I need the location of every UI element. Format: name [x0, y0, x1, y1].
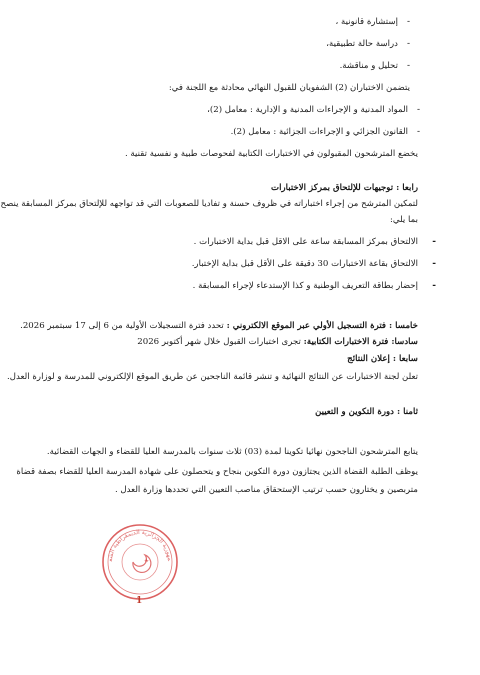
- bullet-dash: -: [416, 105, 420, 115]
- section-6: [137, 336, 418, 348]
- bullet-dash: -: [406, 17, 410, 27]
- paragraph-line: تعلن لجنة الاختبارات عن النتائج النهائية و تنشر قائمة الناجحين عن طريق الموقع الإلكتروني للمدرسة و لوزارة العدل.: [7, 372, 418, 382]
- bullet-dash: -: [416, 127, 420, 137]
- list-item: الالتحاق بقاعة الاختبارات 30 دقيقة على الأقل قبل بداية الإختبار.: [191, 259, 418, 269]
- paragraph-line: بما يلي:: [389, 215, 418, 225]
- section-label: خامسا : فترة التسجيل الأولي عبر الموقع الالكتروني :: [226, 321, 418, 331]
- list-item: إستشارة قانونية ،: [335, 17, 398, 27]
- list-item: تحليل و مناقشة.: [339, 61, 398, 71]
- section-heading: ثامنا : دورة التكوين و التعيين: [315, 407, 418, 417]
- bullet-dash: -: [406, 61, 410, 71]
- paragraph-line: يوظف الطلبة القضاة الذين يجتازون دورة التكوين بنجاح و يتحصلون على شهادة المدرسة العليا للقضاء بصفة قضاة: [16, 467, 418, 477]
- section-heading: رابعا : توجيهات للإلتحاق بمركز الاختبارات: [271, 183, 418, 193]
- list-item: القانون الجزائي و الإجراءات الجزائية : معامل (2).: [230, 127, 408, 137]
- paragraph-line: يتابع المترشحون الناجحون نهائيا تكوينا لمدة (03) ثلاث سنوات بالمدرسة العليا للقضاء و الجهات القضائية.: [46, 447, 418, 457]
- medical-note: يخضع المترشحون المقبولون في الاختبارات الكتابية لفحوصات طبية و نفسية تقنية .: [124, 149, 418, 159]
- section-text: تحدد فترة التسجيلات الأولية من 6 إلى 17 سبتمبر 2026.: [20, 321, 224, 331]
- bullet-dash: -: [406, 39, 410, 49]
- page-number: 1: [136, 596, 143, 606]
- list-item: الالتحاق بمركز المسابقة ساعة على الاقل قبل بداية الاختبارات .: [193, 237, 418, 247]
- bullet-dash: -: [432, 259, 436, 269]
- crescent-star-icon: [133, 555, 151, 572]
- bullet-dash: -: [432, 281, 436, 291]
- section-text: تجرى اختبارات القبول خلال شهر أكتوبر 2026: [137, 337, 301, 347]
- list-item: المواد المدنية و الإجراءات المدنية و الإدارية : معامل (2)،: [207, 105, 408, 115]
- list-item: دراسة حالة تطبيقية،: [326, 39, 398, 49]
- official-stamp: [100, 518, 180, 604]
- list-item: إحضار بطاقة التعريف الوطنية و كذا الإستدعاء لإجراء المسابقة .: [192, 281, 418, 291]
- section-5: [20, 320, 418, 332]
- section-heading: سابعا : إعلان النتائج: [347, 354, 418, 364]
- paragraph-line: متربصين و يختارون حسب ترتيب الإستحقاق مناصب التعيين التي تحددها وزارة العدل .: [114, 485, 418, 495]
- paragraph-line: لتمكين المترشح من إجراء اختباراته في ظروف حسنة و تفاديا للصعوبات التي قد تواجهه للإلتحاق بمركز المسابقة ينصح: [0, 199, 418, 209]
- stamp-text: مهورية الجزائرية الديمقراطية الشع: [106, 528, 174, 562]
- section-label: سادسا: فترة الاختبارات الكتابية:: [303, 337, 418, 347]
- oral-intro: يتضمن الاختباران (2) الشفويان للقبول النهائي محادثة مع اللجنة في:: [168, 83, 410, 93]
- bullet-dash: -: [432, 237, 436, 247]
